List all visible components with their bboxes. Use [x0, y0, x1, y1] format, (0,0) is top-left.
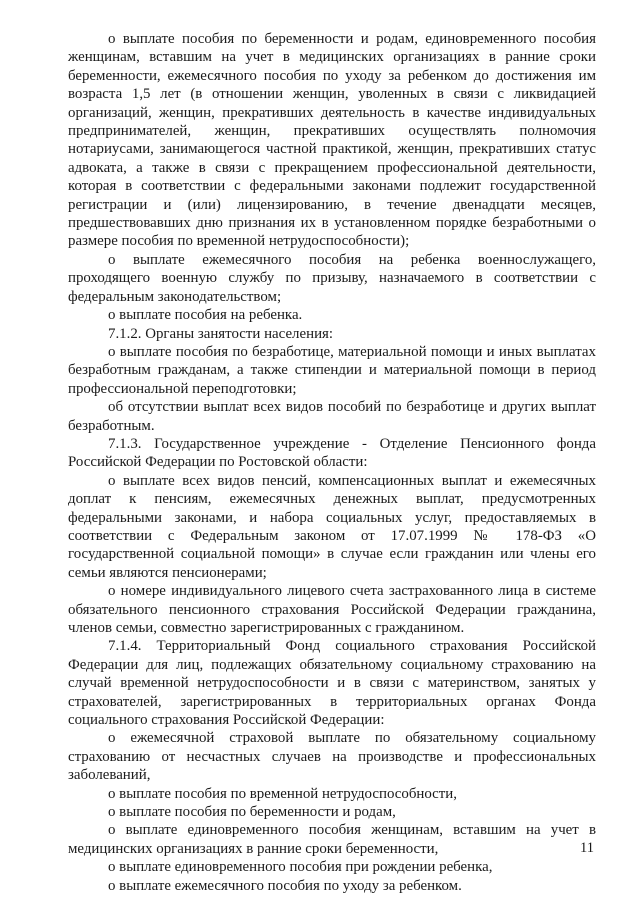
section-heading-7-1-3: 7.1.3. Государственное учреждение - Отделение Пенсионного фонда Российской Федерации по Ростовской области: [68, 435, 596, 471]
paragraph-no-unemployment-payments: об отсутствии выплат всех видов пособий по безработице и других выплат безработным. [68, 399, 596, 434]
paragraph-pregnancy-benefits: о выплате пособия по беременности и родам, единовременного пособия женщинам, вставшим на учет в медицинских организациях в ранние сроки беременности, ежемесячного пособия по уходу за ребенком до достижения им возраста 1,5 лет (в отношении женщин, уволенных в связи с ликвидацией организаций, женщин, прекративших деятельность в качестве индивидуальных предпринимателей, женщин, прекративших осуществлять полномочия нотариусами, занимающегося частной практикой, женщин, прекративших статус адвоката, а также в связи с прекращением профессиональной деятельности, которая в соответствии с федеральными законами подлежит государственной регистрации и (или) лицензированию, в течение двенадцати месяцев, предшествовавших дню признания их в установленном порядке безработными о размере пособия по временной нетрудоспособности); [68, 31, 596, 250]
paragraph-military-child-benefit: о выплате ежемесячного пособия на ребенка военнослужащего, проходящего военную службу по призыву, назначаемого в соответствии с федеральным законодательством; [68, 251, 596, 305]
paragraph-sick-leave-benefit: о выплате пособия по временной нетрудоспособности, [108, 785, 457, 802]
paragraph-child-benefit: о выплате пособия на ребенка. [108, 307, 303, 324]
paragraph-birth-benefit: о выплате единовременного пособия при рождении ребенка, [108, 859, 493, 876]
document-body [68, 30, 596, 895]
section-heading-7-1-2: 7.1.2. Органы занятости населения: [108, 325, 334, 342]
paragraph-unemployment-benefit: о выплате пособия по безработице, материальной помощи и иных выплатах безработным гражданам, а также стипендии и материальной помощи в период профессиональной переподготовки; [68, 343, 596, 397]
section-heading-7-1-4: 7.1.4. Территориальный Фонд социального страхования Российской Федерации для лиц, подлежащих обязательному социальному страхованию на случай временной нетрудоспособности и в связи с материнством, занятых у страхователей, зарегистрированных в территориальных органах Фонда социального страхования Российской Федерации: [68, 638, 596, 729]
paragraph-insurance-account-number: о номере индивидуального лицевого счета застрахованного лица в системе обязательного пенсионного страхования Российской Федерации гражданина, членов семьи, совместно зарегистрированных с гражданином. [68, 583, 596, 636]
paragraph-pensions: о выплате всех видов пенсий, компенсационных выплат и ежемесячных доплат к пенсиям, ежемесячных денежных выплат, предусмотренных федеральными законами, и набора социальных услуг, предоставляемых в соответствии с Федеральным законом от 17.07.1999 № 178-ФЗ «О государственной социальной помощи» в случае если гражданин или члены его семьи являются пенсионерами; [68, 472, 596, 581]
paragraph-maternity-benefit: о выплате пособия по беременности и родам, [108, 804, 396, 821]
paragraph-accident-insurance: о ежемесячной страховой выплате по обязательному социальному страхованию от несчастных случаев на производстве и профессиональных заболеваний, [68, 730, 596, 784]
paragraph-early-pregnancy-benefit: о выплате единовременного пособия женщинам, вставшим на учет в медицинских организациях в ранние сроки беременности, [68, 822, 596, 857]
paragraph-childcare-benefit: о выплате ежемесячного пособия по уходу за ребенком. [108, 877, 462, 894]
page-number: 11 [580, 840, 594, 856]
